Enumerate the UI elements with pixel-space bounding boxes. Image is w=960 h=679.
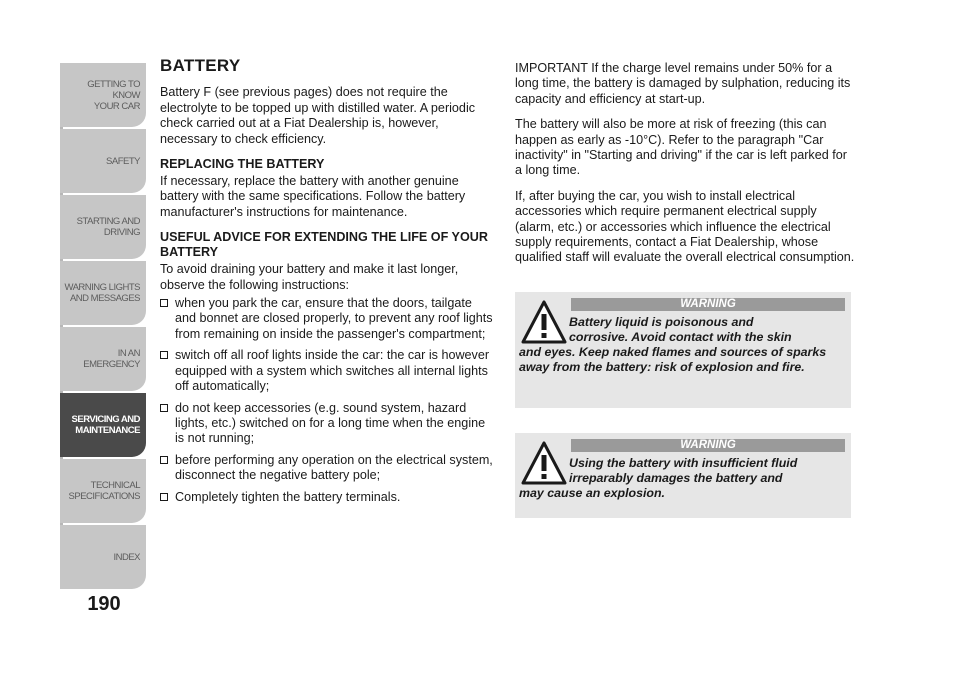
list-item	[160, 401, 495, 447]
tab-label: WARNING LIGHTS AND MESSAGES	[64, 282, 140, 304]
tab-label: STARTING AND DRIVING	[76, 216, 140, 238]
freezing-paragraph: The battery will also be more at risk of freezing (this can happen as early as -10°C). Refer to the paragraph "Car inactivity" in "Starting and driving" if the car is left parked for a long time.	[515, 117, 847, 178]
tab-starting-and-driving[interactable]	[60, 195, 146, 259]
tab-servicing-and-maintenance[interactable]	[60, 393, 146, 457]
warning-heading: WARNING	[571, 439, 845, 452]
list-item-text: when you park the car, ensure that the doors, tailgate and bonnet are closed properly, to prevent any roof lights from remaining on inside the passenger's compartment;	[175, 296, 493, 341]
tab-label: TECHNICAL SPECIFICATIONS	[68, 480, 140, 502]
warning-line: corrosive. Avoid contact with the skin	[569, 330, 792, 344]
replacing-paragraph: If necessary, replace the battery with another genuine battery with the same specifications. Follow the battery manufacturer's instructions for maintenance.	[160, 174, 466, 219]
warning-box	[515, 292, 851, 408]
advice-list	[160, 296, 495, 505]
page-number: 190	[87, 593, 121, 615]
checkbox-bullet-icon	[160, 404, 168, 412]
install-paragraph: If, after buying the car, you wish to install electrical accessories which require permanent electrical supply (alarm, etc.) or accessories which influence the electrical supply requirements, contact a Fiat Dealership, whose qualified staff will evaluate the overall electrical consumption.	[515, 188, 855, 265]
tab-label: IN AN EMERGENCY	[83, 348, 140, 370]
warning-text	[519, 315, 845, 375]
list-item	[160, 348, 495, 394]
warning-text	[519, 456, 845, 501]
tab-label: INDEX	[113, 551, 140, 563]
list-item-text: Completely tighten the battery terminals.	[175, 489, 401, 504]
warning-line: may cause an explosion.	[519, 486, 665, 500]
warning-line: and eyes. Keep naked flames and sources of sparks away from the battery: risk of explosion and fire.	[519, 345, 827, 374]
list-item-text: switch off all roof lights inside the car: the car is however equipped with a system which switches all internal lights off automatically;	[175, 348, 490, 394]
advice-intro: To avoid draining your battery and make it last longer, observe the following instructions:	[160, 262, 459, 292]
left-column	[160, 58, 495, 511]
intro-paragraph: Battery F (see previous pages) does not require the electrolyte to be topped up with distilled water. A periodic check carried out at a Fiat Dealership is, however, necessary to check efficiency.	[160, 85, 476, 146]
tab-technical-specifications[interactable]	[60, 459, 146, 523]
tab-getting-to-know[interactable]	[60, 63, 146, 127]
warning-line: irreparably damages the battery and	[569, 471, 783, 485]
tab-label: SERVICING AND MAINTENANCE	[71, 414, 140, 436]
important-paragraph: IMPORTANT If the charge level remains under 50% for a long time, the battery is damaged by sulphation, reducing its capacity and efficiency at start-up.	[515, 61, 851, 106]
list-item	[160, 296, 495, 342]
checkbox-bullet-icon	[160, 299, 168, 307]
list-item	[160, 490, 495, 505]
warning-heading: WARNING	[571, 298, 845, 311]
warning-line: Using the battery with insufficient fluid	[569, 456, 798, 470]
warning-box	[515, 433, 851, 518]
list-item-text: before performing any operation on the electrical system, disconnect the negative battery pole;	[175, 452, 493, 483]
page-title: BATTERY	[160, 56, 241, 75]
tab-label: GETTING TO KNOW YOUR CAR	[87, 78, 140, 112]
checkbox-bullet-icon	[160, 493, 168, 501]
list-item-text: do not keep accessories (e.g. sound system, hazard lights, etc.) switched on for a long time when the engine is not running;	[175, 400, 486, 446]
advice-heading: USEFUL ADVICE FOR EXTENDING THE LIFE OF YOUR BATTERY	[160, 230, 488, 260]
checkbox-bullet-icon	[160, 456, 168, 464]
tab-safety[interactable]	[60, 129, 146, 193]
warning-line: Battery liquid is poisonous and	[569, 315, 754, 329]
tab-warning-lights[interactable]	[60, 261, 146, 325]
checkbox-bullet-icon	[160, 351, 168, 359]
tab-label: SAFETY	[106, 155, 140, 167]
tab-index[interactable]	[60, 525, 146, 589]
replacing-heading: REPLACING THE BATTERY	[160, 157, 325, 172]
tab-in-an-emergency[interactable]	[60, 327, 146, 391]
list-item	[160, 453, 495, 484]
right-column	[515, 61, 855, 276]
